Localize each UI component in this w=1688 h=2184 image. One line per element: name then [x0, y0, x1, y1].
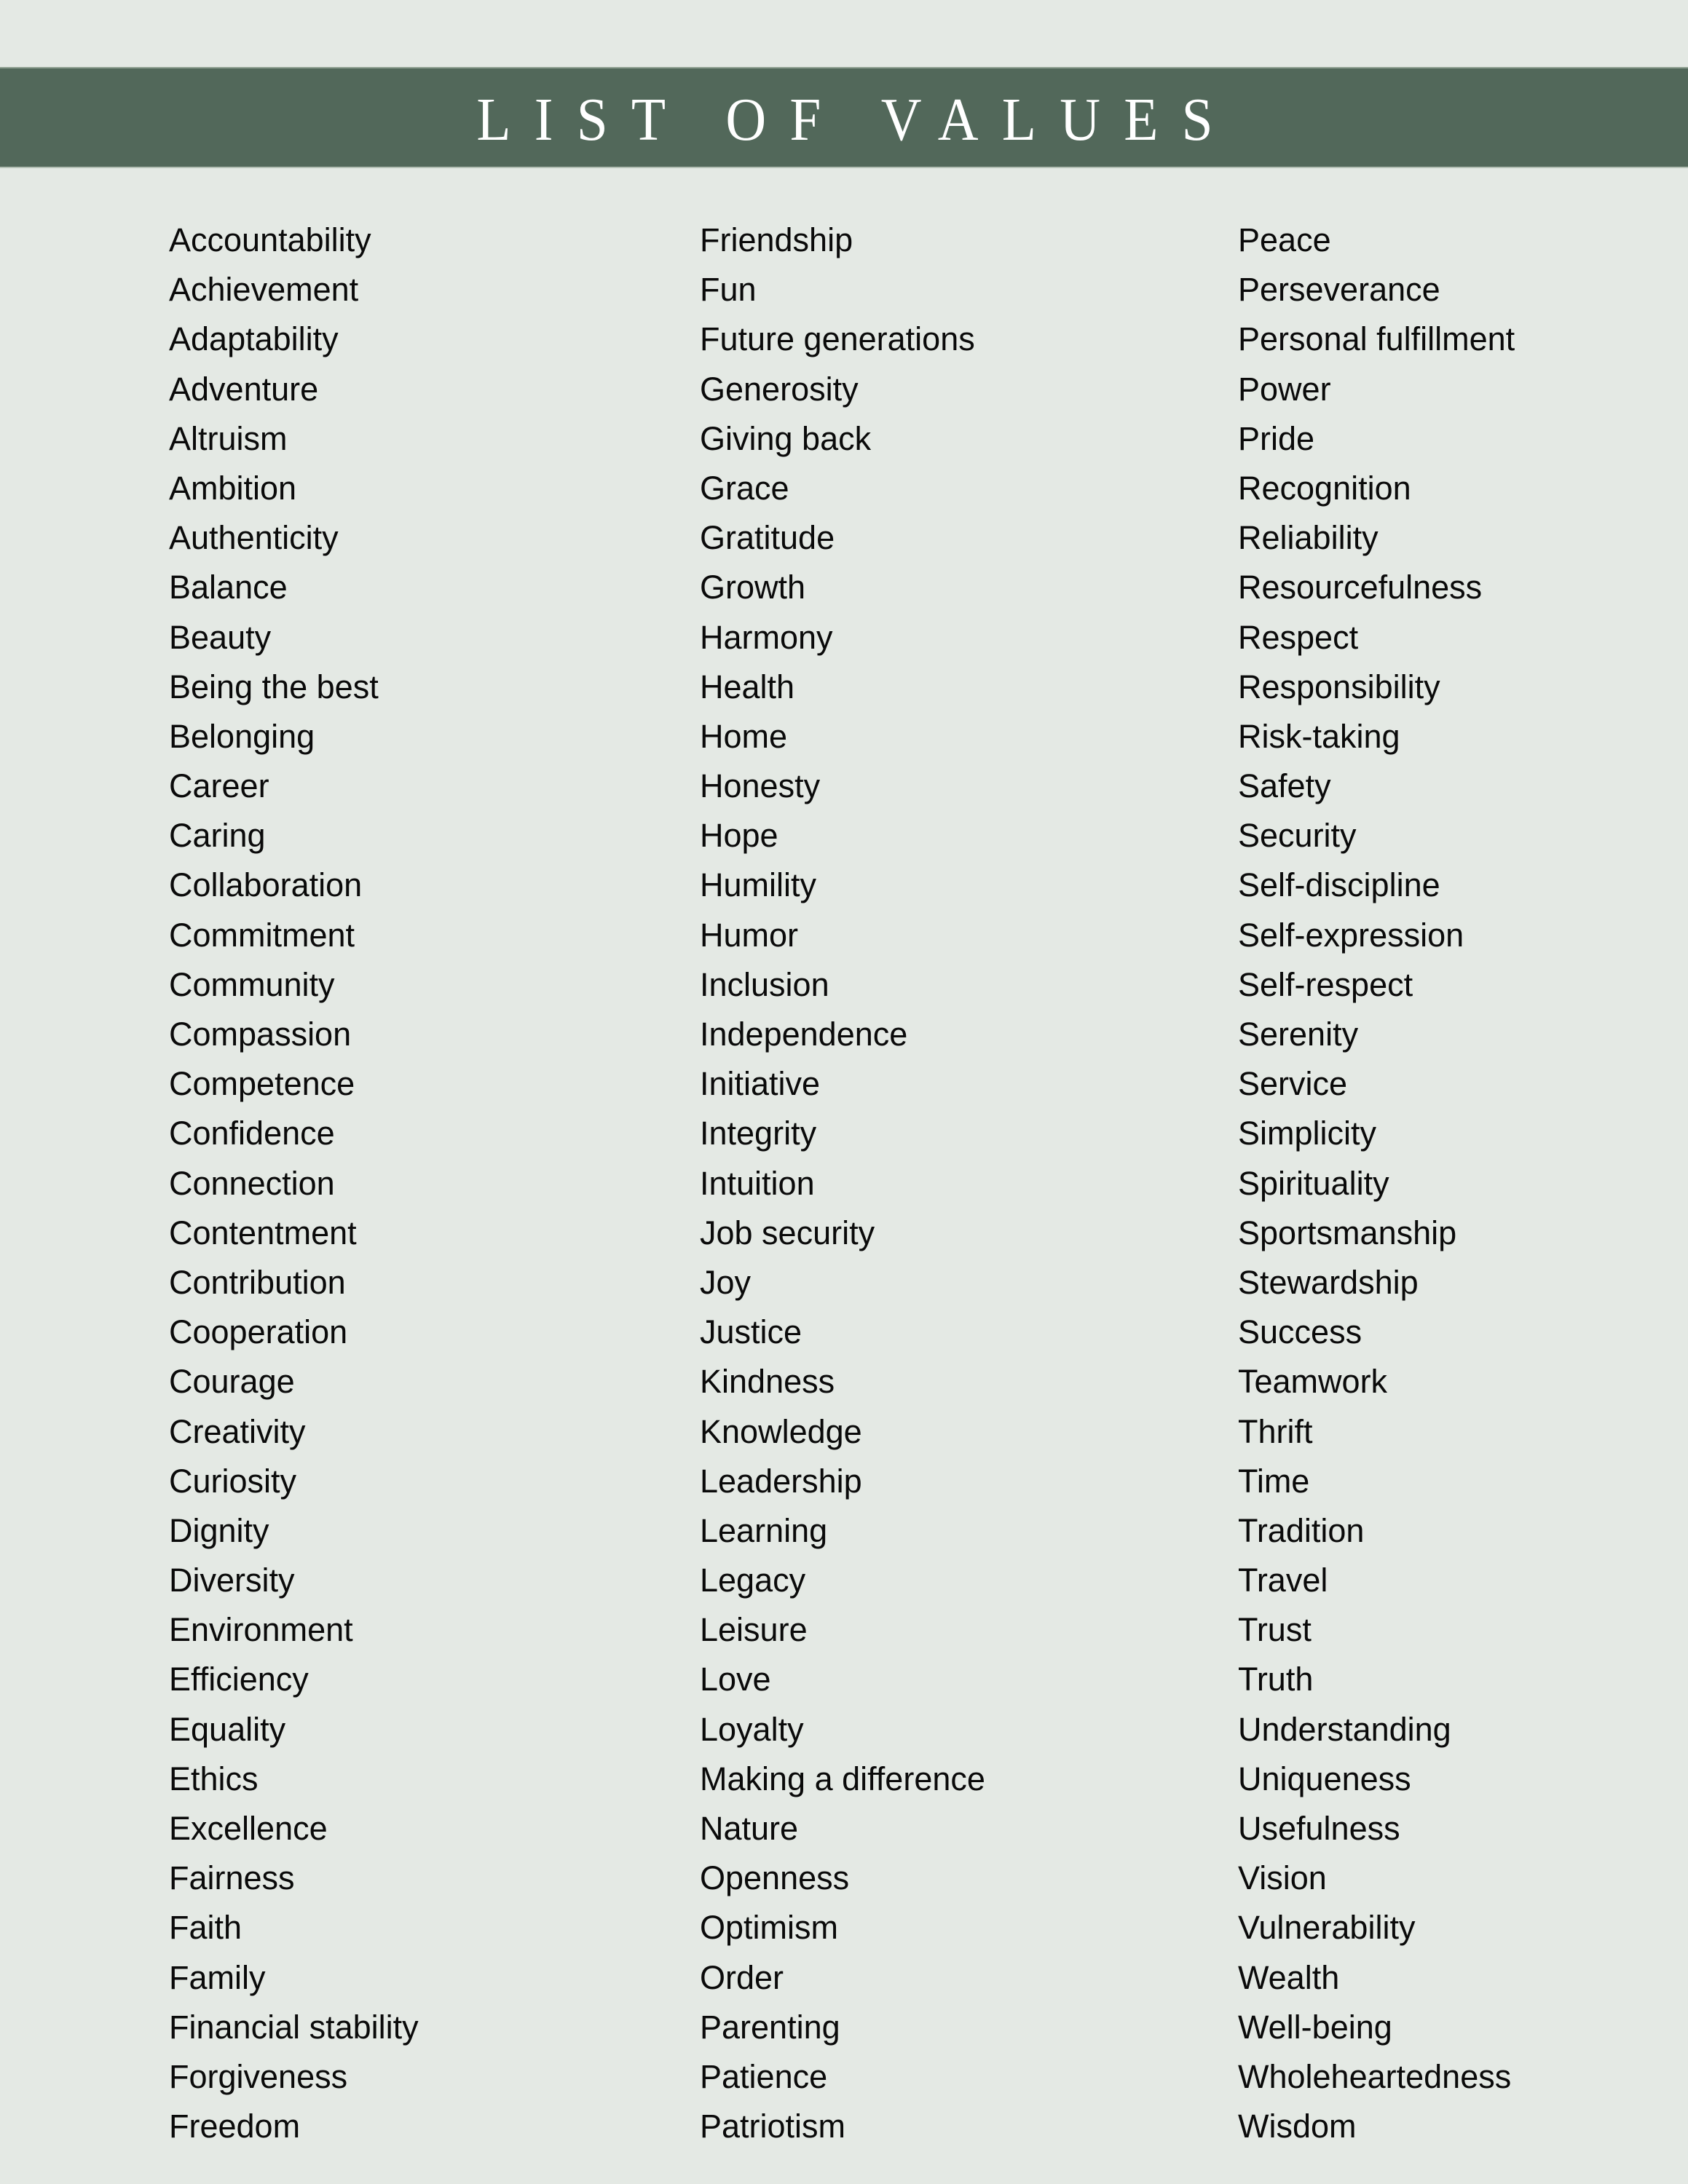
value-item: Security	[1238, 817, 1357, 855]
value-item: Confidence	[169, 1115, 335, 1152]
value-item: Fun	[700, 271, 757, 309]
value-item: Perseverance	[1238, 271, 1440, 309]
value-item: Usefulness	[1238, 1810, 1400, 1847]
value-item: Patience	[700, 2057, 828, 2095]
value-item: Vulnerability	[1238, 1909, 1416, 1947]
value-item: Power	[1238, 370, 1331, 408]
value-item: Parenting	[700, 2008, 840, 2046]
value-item: Integrity	[700, 1115, 817, 1152]
value-item: Intuition	[700, 1164, 815, 1202]
value-item: Kindness	[700, 1363, 835, 1401]
value-item: Harmony	[700, 618, 833, 656]
value-item: Cooperation	[169, 1313, 348, 1351]
value-item: Learning	[700, 1511, 828, 1549]
value-item: Growth	[700, 569, 806, 606]
value-item: Sportsmanship	[1238, 1214, 1457, 1251]
value-item: Well-being	[1238, 2008, 1392, 2046]
value-item: Efficiency	[169, 1661, 309, 1698]
value-item: Compassion	[169, 1016, 352, 1053]
value-item: Diversity	[169, 1562, 295, 1599]
value-item: Optimism	[700, 1909, 838, 1947]
value-item: Gratitude	[700, 519, 835, 557]
value-item: Vision	[1238, 1859, 1327, 1897]
value-item: Uniqueness	[1238, 1760, 1411, 1797]
value-item: Creativity	[169, 1412, 306, 1450]
value-item: Service	[1238, 1065, 1348, 1103]
value-item: Trust	[1238, 1611, 1312, 1649]
value-item: Contribution	[169, 1263, 346, 1301]
value-item: Adventure	[169, 370, 319, 408]
value-item: Competence	[169, 1065, 355, 1103]
value-item: Excellence	[169, 1810, 328, 1847]
value-item: Environment	[169, 1611, 353, 1649]
value-item: Legacy	[700, 1562, 806, 1599]
value-item: Tradition	[1238, 1511, 1365, 1549]
value-item: Belonging	[169, 717, 315, 755]
value-item: Job security	[700, 1214, 875, 1251]
value-item: Wealth	[1238, 1958, 1340, 1996]
value-item: Pride	[1238, 419, 1315, 457]
values-column-2	[700, 215, 985, 2151]
value-item: Hope	[700, 817, 778, 855]
value-item: Wholeheartedness	[1238, 2057, 1512, 2095]
value-item: Serenity	[1238, 1016, 1359, 1053]
value-item: Independence	[700, 1016, 908, 1053]
value-item: Truth	[1238, 1661, 1314, 1698]
value-item: Career	[169, 767, 269, 805]
value-item: Understanding	[1238, 1710, 1451, 1748]
value-item: Honesty	[700, 767, 821, 805]
value-item: Humility	[700, 866, 817, 904]
value-item: Generosity	[700, 370, 859, 408]
value-item: Nature	[700, 1810, 799, 1847]
values-column-1	[169, 215, 419, 2151]
value-item: Knowledge	[700, 1412, 862, 1450]
value-item: Connection	[169, 1164, 335, 1202]
value-item: Self-respect	[1238, 965, 1413, 1003]
value-item: Self-discipline	[1238, 866, 1440, 904]
value-item: Home	[700, 717, 788, 755]
value-item: Friendship	[700, 221, 853, 258]
value-item: Openness	[700, 1859, 850, 1897]
value-item: Commitment	[169, 916, 355, 954]
value-item: Courage	[169, 1363, 295, 1401]
value-item: Resourcefulness	[1238, 569, 1483, 606]
value-item: Freedom	[169, 2108, 301, 2145]
value-item: Accountability	[169, 221, 371, 258]
value-item: Fairness	[169, 1859, 295, 1897]
value-item: Faith	[169, 1909, 242, 1947]
value-item: Wisdom	[1238, 2108, 1357, 2145]
value-item: Making a difference	[700, 1760, 985, 1797]
value-item: Achievement	[169, 271, 359, 309]
value-item: Simplicity	[1238, 1115, 1377, 1152]
value-item: Reliability	[1238, 519, 1379, 557]
value-item: Adaptability	[169, 320, 339, 358]
value-item: Forgiveness	[169, 2057, 348, 2095]
value-item: Leisure	[700, 1611, 808, 1649]
value-item: Contentment	[169, 1214, 357, 1251]
value-item: Health	[700, 668, 795, 705]
value-item: Joy	[700, 1263, 752, 1301]
value-item: Being the best	[169, 668, 379, 705]
value-item: Family	[169, 1958, 266, 1996]
value-item: Personal fulfillment	[1238, 320, 1515, 358]
value-item: Recognition	[1238, 469, 1411, 507]
value-item: Peace	[1238, 221, 1331, 258]
value-item: Teamwork	[1238, 1363, 1388, 1401]
value-item: Equality	[169, 1710, 286, 1748]
value-item: Self-expression	[1238, 916, 1464, 954]
value-item: Beauty	[169, 618, 272, 656]
value-item: Community	[169, 965, 335, 1003]
value-item: Thrift	[1238, 1412, 1313, 1450]
value-item: Ethics	[169, 1760, 259, 1797]
value-item: Dignity	[169, 1511, 269, 1549]
value-item: Order	[700, 1958, 784, 1996]
value-item: Curiosity	[169, 1462, 297, 1500]
value-item: Financial stability	[169, 2008, 419, 2046]
value-item: Initiative	[700, 1065, 821, 1103]
value-item: Inclusion	[700, 965, 829, 1003]
values-column-3	[1238, 215, 1515, 2151]
value-item: Time	[1238, 1462, 1310, 1500]
value-item: Safety	[1238, 767, 1331, 805]
value-item: Altruism	[169, 419, 288, 457]
value-item: Spirituality	[1238, 1164, 1389, 1202]
value-item: Travel	[1238, 1562, 1328, 1599]
value-item: Stewardship	[1238, 1263, 1419, 1301]
value-item: Collaboration	[169, 866, 363, 904]
value-item: Leadership	[700, 1462, 862, 1500]
value-item: Authenticity	[169, 519, 339, 557]
value-item: Patriotism	[700, 2108, 846, 2145]
value-item: Loyalty	[700, 1710, 804, 1748]
value-item: Responsibility	[1238, 668, 1440, 705]
value-item: Caring	[169, 817, 266, 855]
value-item: Success	[1238, 1313, 1362, 1351]
value-item: Humor	[700, 916, 799, 954]
value-item: Balance	[169, 569, 288, 606]
value-item: Giving back	[700, 419, 872, 457]
value-item: Future generations	[700, 320, 975, 358]
value-item: Risk-taking	[1238, 717, 1400, 755]
value-item: Love	[700, 1661, 771, 1698]
page-title: LIST OF VALUES	[476, 85, 1237, 154]
value-item: Grace	[700, 469, 789, 507]
value-item: Justice	[700, 1313, 802, 1351]
title-banner	[0, 67, 1688, 168]
value-item: Respect	[1238, 618, 1359, 656]
value-item: Ambition	[169, 469, 297, 507]
